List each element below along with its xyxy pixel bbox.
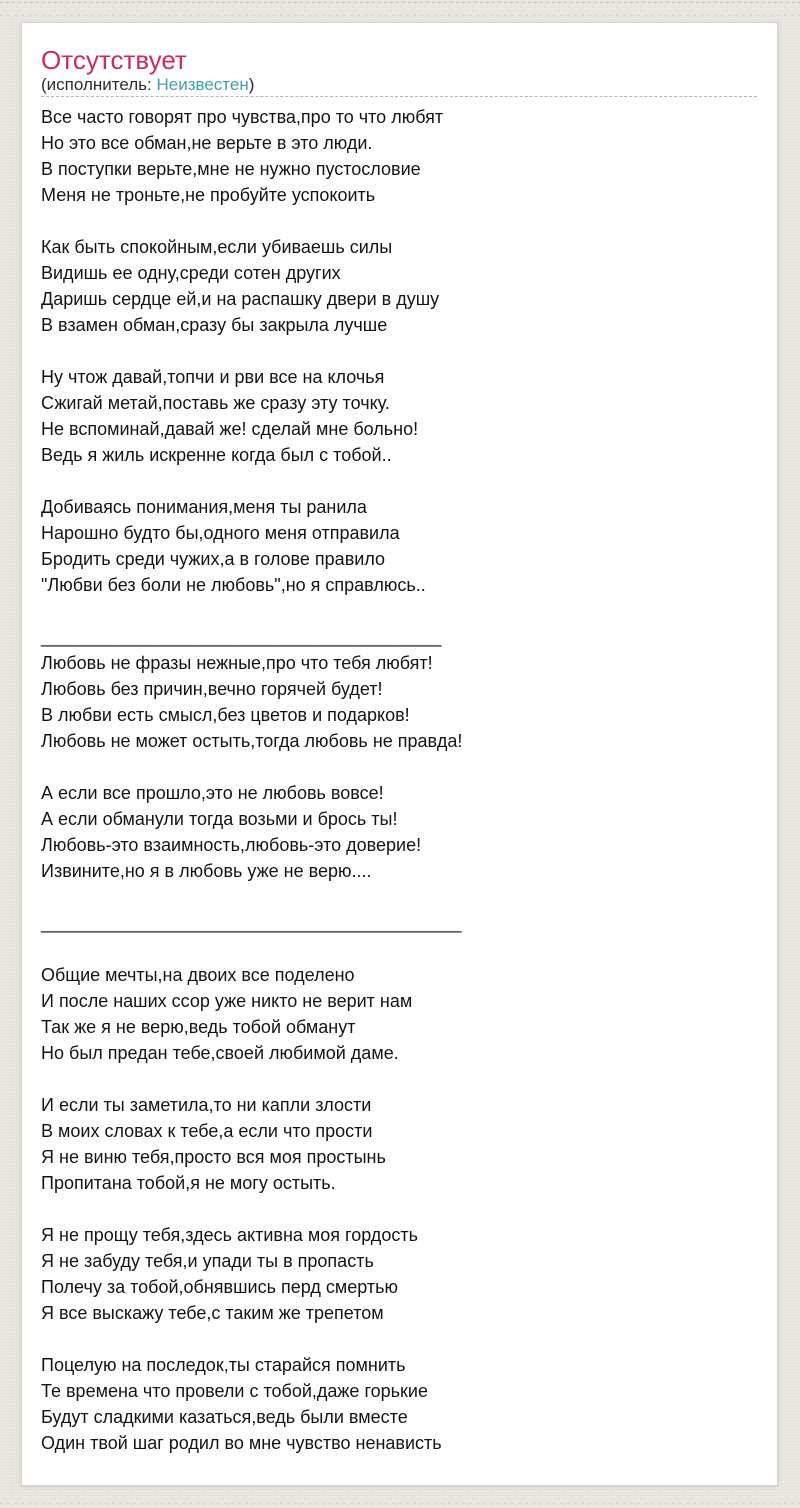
lyric-line: Нарошно будто бы,одного меня отправила [41,523,400,543]
lyric-line: Я не забуду тебя,и упади ты в пропасть [41,1251,374,1271]
background-texture-seam [0,15,800,16]
separator-line: __________________________________________ [41,913,462,933]
lyric-line: И после наших ссор уже никто не верит нам [41,991,413,1011]
lyric-line: Пропитана тобой,я не могу остыть. [41,1173,336,1193]
lyric-line: Полечу за тобой,обнявшись перд смертью [41,1277,398,1297]
lyric-line: А если обманули тогда возьми и брось ты! [41,809,398,829]
lyric-line: В поступки верьте,мне не нужно пустословие [41,159,421,179]
lyric-line: Один твой шаг родил во мне чувство ненависть [41,1433,442,1453]
lyric-line: Сжигай метай,поставь же сразу эту точку. [41,393,390,413]
blank-line [41,1196,757,1222]
lyric-line: Даришь сердце ей,и на распашку двери в душу [41,289,440,309]
blank-line [41,208,757,234]
blank-line [41,754,757,780]
page-title: Отсутствует [41,45,187,75]
lyric-line: Меня не троньте,не пробуйте успокоить [41,185,376,205]
lyric-line: Любовь без причин,вечно горячей будет! [41,679,383,699]
lyrics-text [41,104,757,1456]
lyric-line: А если все прошло,это не любовь вовсе! [41,783,384,803]
lyric-line: Любовь не фразы нежные,про что тебя любят! [41,653,433,673]
lyric-line: Любовь не может остыть,тогда любовь не правда! [41,731,463,751]
content-card [21,22,778,1486]
separator-line: ________________________________________ [41,627,442,647]
lyric-line: Те времена что провели с тобой,даже горькие [41,1381,428,1401]
blank-line [41,1066,757,1092]
lyric-line: В любви есть смысл,без цветов и подарков! [41,705,410,725]
lyric-line: Видишь ее одну,среди сотен других [41,263,341,283]
lyric-line: Так же я не верю,ведь тобой обманут [41,1017,356,1037]
blank-line [41,884,757,910]
artist-link[interactable]: Неизвестен [156,75,249,94]
blank-line [41,598,757,624]
blank-line [41,1326,757,1352]
lyric-line: В взамен обман,сразу бы закрыла лучше [41,315,388,335]
lyric-line: Ведь я жиль искренне когда был с тобой.. [41,445,392,465]
artist-line [41,76,757,97]
background-top-hairline [0,2,800,3]
lyric-line: Но это все обман,не верьте в это люди. [41,133,373,153]
lyric-line: "Любви без боли не любовь",но я справлюсь.. [41,575,426,595]
lyric-line: Я не виню тебя,просто вся моя простынь [41,1147,386,1167]
lyric-line: Я не прощу тебя,здесь активна моя гордость [41,1225,418,1245]
lyric-line: Извините,но я в любовь уже не верю.... [41,861,372,881]
blank-line [41,468,757,494]
lyric-line: В моих словах к тебе,а если что прости [41,1121,373,1141]
lyric-line: Я все выскажу тебе,с таким же трепетом [41,1303,384,1323]
lyric-line: Бродить среди чужих,а в голове правило [41,549,386,569]
blank-line [41,936,757,962]
background-texture-seam [0,1503,800,1504]
blank-line [41,338,757,364]
lyric-line: Будут сладкими казаться,ведь были вместе [41,1407,408,1427]
lyric-line: Добиваясь понимания,меня ты ранила [41,497,367,517]
lyric-line: Все часто говорят про чувства,про то что любят [41,107,444,127]
lyric-line: Любовь-это взаимность,любовь-это доверие! [41,835,422,855]
lyric-line: Поцелую на последок,ты старайся помнить [41,1355,406,1375]
artist-label-suffix: ) [248,75,255,94]
lyric-line: Не вспоминай,давай же! сделай мне больно! [41,419,419,439]
lyric-line: Общие мечты,на двоих все поделено [41,965,355,985]
artist-label-prefix: (исполнитель: [41,75,157,94]
lyric-line: Но был предан тебе,своей любимой даме. [41,1043,399,1063]
lyric-line: И если ты заметила,то ни капли злости [41,1095,372,1115]
lyric-line: Как быть спокойным,если убиваешь силы [41,237,393,257]
lyric-line: Ну чтож давай,топчи и рви все на клочья [41,367,385,387]
